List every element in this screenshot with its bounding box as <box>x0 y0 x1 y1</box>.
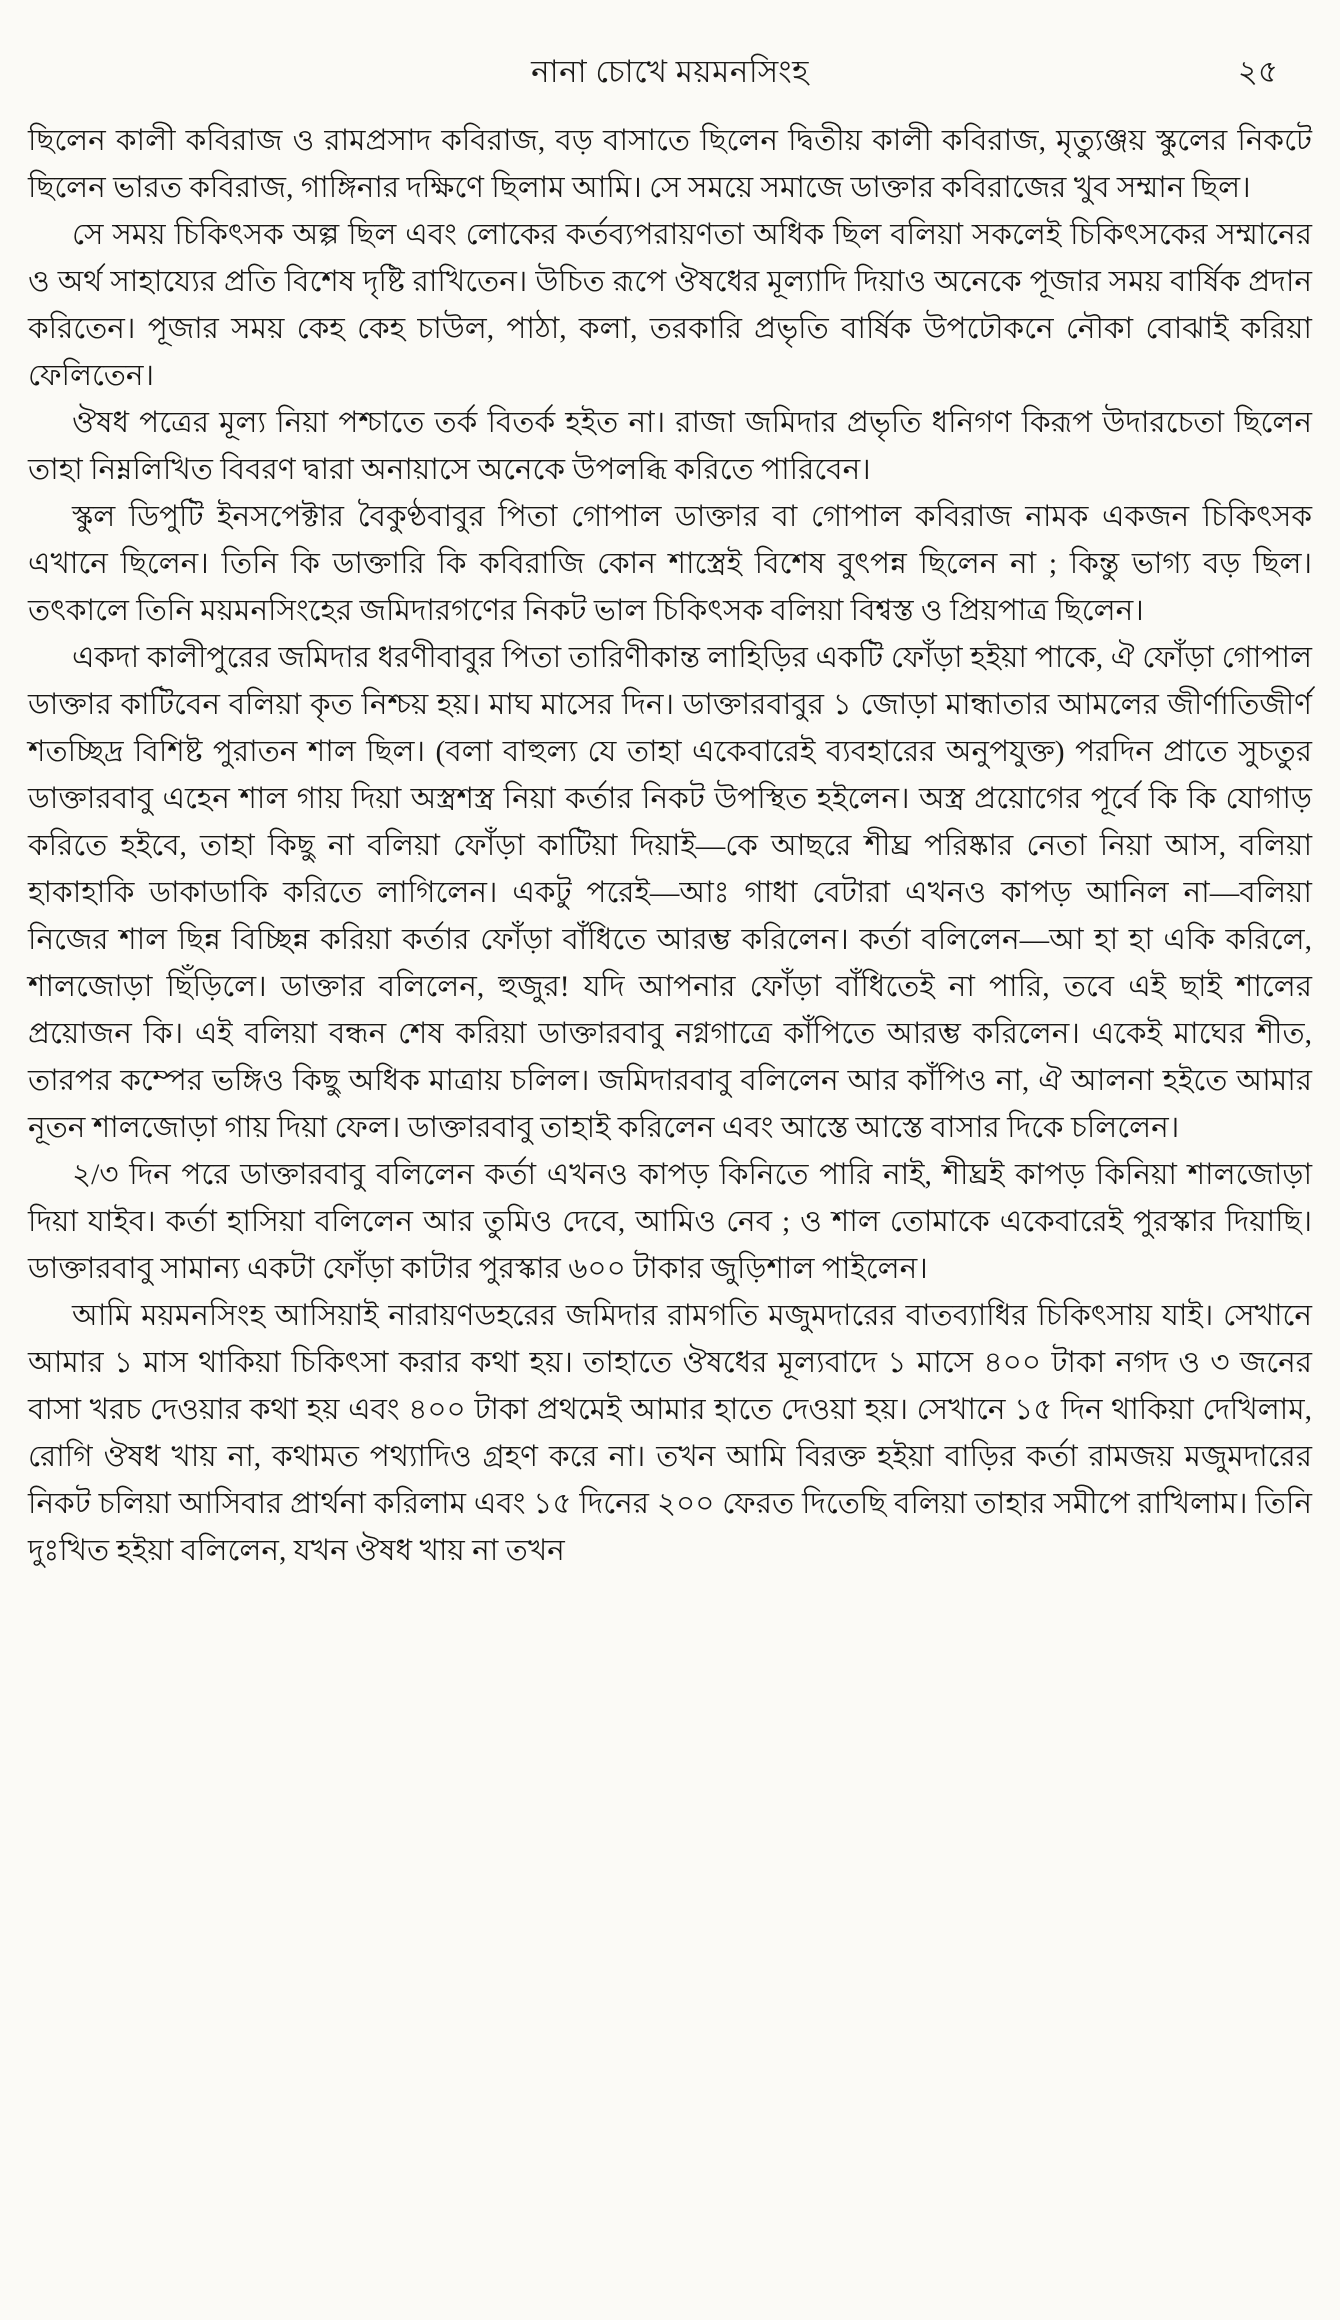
paragraph: ছিলেন কালী কবিরাজ ও রামপ্রসাদ কবিরাজ, বড় বাসাতে ছিলেন দ্বিতীয় কালী কবিরাজ, মৃত্যুঞ্জয় স্কুলের নিকটে ছিলেন ভারত কবিরাজ, গাঙ্গিনার দক্ষিণে ছিলাম আমি। সে সময়ে সমাজে ডাক্তার কবিরাজের খুব সম্মান ছিল। <box>28 125 1312 204</box>
paragraph: আমি ময়মনসিংহ আসিয়াই নারায়ণডহরের জমিদার রামগতি মজুমদারের বাতব্যাধির চিকিৎসায় যাই। সেখানে আমার ১ মাস থাকিয়া চিকিৎসা করার কথা হয়। তাহাতে ঔষধের মূল্যবাদে ১ মাসে ৪০০ টাকা নগদ ও ৩ জনের বাসা খরচ দেওয়ার কথা হয় এবং ৪০০ টাকা প্রথমেই আমার হাতে দেওয়া হয়। সেখানে ১৫ দিন থাকিয়া দেখিলাম, রোগি ঔষধ খায় না, কথামত পথ্যাদিও গ্রহণ করে না। তখন আমি বিরক্ত হইয়া বাড়ির কর্তা রামজয় মজুমদারের নিকট চলিয়া আসিবার প্রার্থনা করিলাম এবং ১৫ দিনের ২০০ ফেরত দিতেছি বলিয়া তাহার সমীপে রাখিলাম। তিনি দুঃখিত হইয়া বলিলেন, যখন ঔষধ খায় না তখন <box>28 1300 1312 1567</box>
page-body-text <box>28 118 1312 1575</box>
paragraph: স্কুল ডিপুটি ইনসপেক্টার বৈকুণ্ঠবাবুর পিতা গোপাল ডাক্তার বা গোপাল কবিরাজ নামক একজন চিকিৎসক এখানে ছিলেন। তিনি কি ডাক্তারি কি কবিরাজি কোন শাস্ত্রেই বিশেষ বুৎপন্ন ছিলেন না ; কিন্তু ভাগ্য বড় ছিল। তৎকালে তিনি ময়মনসিংহের জমিদারগণের নিকট ভাল চিকিৎসক বলিয়া বিশ্বস্ত ও প্রিয়পাত্র ছিলেন। <box>28 501 1312 627</box>
page-header <box>28 48 1312 100</box>
paragraph: একদা কালীপুরের জমিদার ধরণীবাবুর পিতা তারিণীকান্ত লাহিড়ির একটি ফোঁড়া হইয়া পাকে, ঐ ফোঁড়া গোপাল ডাক্তার কাটিবেন বলিয়া কৃত নিশ্চয় হয়। মাঘ মাসের দিন। ডাক্তারবাবুর ১ জোড়া মান্ধাতার আমলের জীর্ণাতিজীর্ণ শতচ্ছিদ্র বিশিষ্ট পুরাতন শাল ছিল। (বলা বাহুল্য যে তাহা একেবারেই ব্যবহারের অনুপযুক্ত) পরদিন প্রাতে সুচতুর ডাক্তারবাবু এহেন শাল গায় দিয়া অস্ত্রশস্ত্র নিয়া কর্তার নিকট উপস্থিত হইলেন। অস্ত্র প্রয়োগের পূর্বে কি কি যোগাড় করিতে হইবে, তাহা কিছু না বলিয়া ফোঁড়া কাটিয়া দিয়াই—কে আছরে শীঘ্র পরিষ্কার নেতা নিয়া আস, বলিয়া হাকাহাকি ডাকাডাকি করিতে লাগিলেন। একটু পরেই—আঃ গাধা বেটারা এখনও কাপড় আনিল না—বলিয়া নিজের শাল ছিন্ন বিচ্ছিন্ন করিয়া কর্তার ফোঁড়া বাঁধিতে আরম্ভ করিলেন। কর্তা বলিলেন—আ হা হা একি করিলে, শালজোড়া ছিঁড়িলে। ডাক্তার বলিলেন, হুজুর! যদি আপনার ফোঁড়া বাঁধিতেই না পারি, তবে এই ছাই শালের প্রয়োজন কি। এই বলিয়া বন্ধন শেষ করিয়া ডাক্তারবাবু নগ্নগাত্রে কাঁপিতে আরম্ভ করিলেন। একেই মাঘের শীত, তারপর কম্পের ভঙ্গিও কিছু অধিক মাত্রায় চলিল। জমিদারবাবু বলিলেন আর কাঁপিও না, ঐ আলনা হইতে আমার নূতন শালজোড়া গায় দিয়া ফেল। ডাক্তারবাবু তাহাই করিলেন এবং আস্তে আস্তে বাসার দিকে চলিলেন। <box>28 642 1312 1144</box>
paragraph: সে সময় চিকিৎসক অল্প ছিল এবং লোকের কর্তব্যপরায়ণতা অধিক ছিল বলিয়া সকলেই চিকিৎসকের সম্মানের ও অর্থ সাহায্যের প্রতি বিশেষ দৃষ্টি রাখিতেন। উচিত রূপে ঔষধের মূল্যাদি দিয়াও অনেকে পূজার সময় বার্ষিক প্রদান করিতেন। পূজার সময় কেহ কেহ চাউল, পাঠা, কলা, তরকারি প্রভৃতি বার্ষিক উপঢৌকনে নৌকা বোঝাই করিয়া ফেলিতেন। <box>28 219 1312 392</box>
paragraph: ২/৩ দিন পরে ডাক্তারবাবু বলিলেন কর্তা এখনও কাপড় কিনিতে পারি নাই, শীঘ্রই কাপড় কিনিয়া শালজোড়া দিয়া যাইব। কর্তা হাসিয়া বলিলেন আর তুমিও দেবে, আমিও নেব ; ও শাল তোমাকে একেবারেই পুরস্কার দিয়াছি। ডাক্তারবাবু সামান্য একটা ফোঁড়া কাটার পুরস্কার ৬০০ টাকার জুড়িশাল পাইলেন। <box>28 1159 1312 1285</box>
page-title: নানা চোখে ময়মনসিংহ <box>531 54 809 89</box>
page-number: ২৫ <box>1237 54 1278 89</box>
paragraph: ঔষধ পত্রের মূল্য নিয়া পশ্চাতে তর্ক বিতর্ক হইত না। রাজা জমিদার প্রভৃতি ধনিগণ কিরূপ উদারচেতা ছিলেন তাহা নিম্নলিখিত বিবরণ দ্বারা অনায়াসে অনেকে উপলব্ধি করিতে পারিবেন। <box>28 407 1312 486</box>
